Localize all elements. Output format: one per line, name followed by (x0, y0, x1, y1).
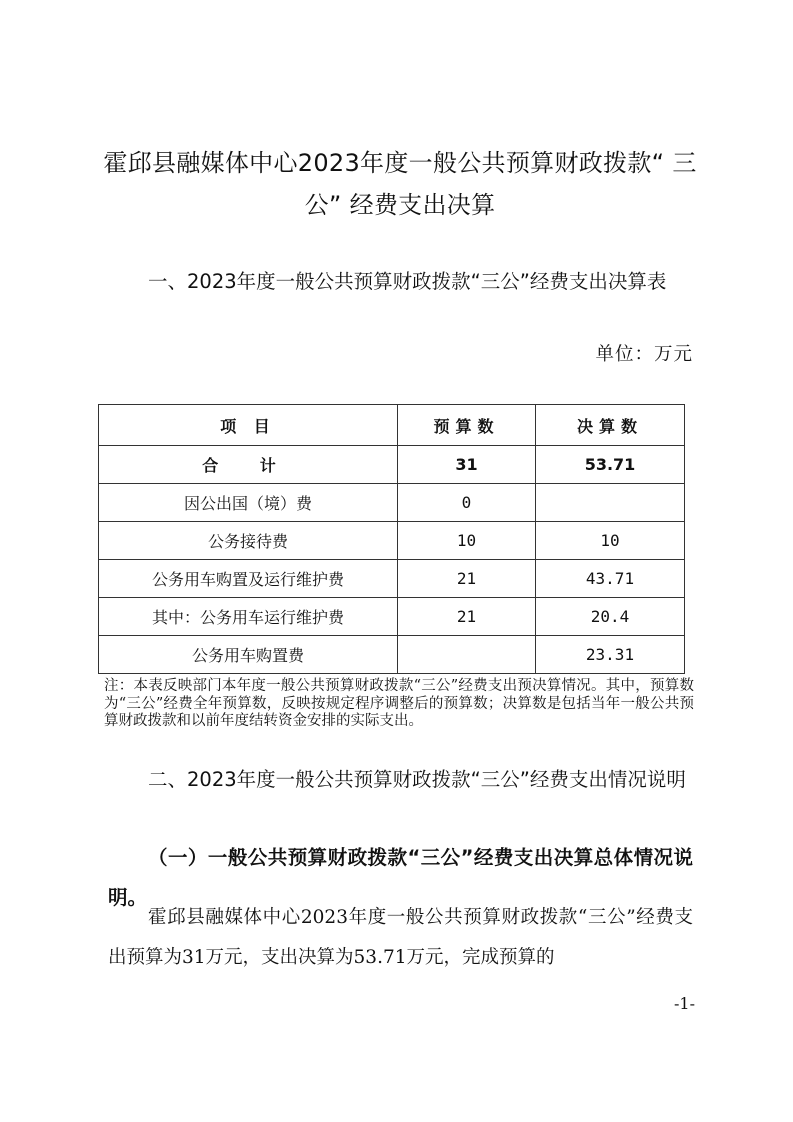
table-row (99, 598, 685, 636)
row-item: 公务用车购置及运行维护费 (99, 560, 398, 598)
table-note: 注：本表反映部门本年度一般公共预算财政拨款“三公”经费支出预决算情况。其中，预算数为“三公”经费全年预算数，反映按规定程序调整后的预算数；决算数是包括当年一般公共预算财政拨款和以前年度结转资金安排的实际支出。 (104, 678, 694, 729)
budget-table (98, 404, 685, 674)
section1-heading: 一、2023年度一般公共预算财政拨款“三公”经费支出决算表 (148, 270, 667, 293)
table-row (99, 560, 685, 598)
row-final: 20.4 (536, 598, 685, 636)
header-budget: 预算数 (398, 405, 536, 446)
row-final: 10 (536, 522, 685, 560)
row-budget: 10 (398, 522, 536, 560)
subsection1-heading: （一）一般公共预算财政拨款“三公”经费支出决算总体情况说明。 (108, 846, 693, 909)
paragraph-summary: 霍邱县融媒体中心2023年度一般公共预算财政拨款“三公”经费支出预算为31万元，支出决算为53.71万元，完成预算的 (108, 907, 693, 968)
table-row (99, 522, 685, 560)
row-budget: 21 (398, 598, 536, 636)
row-budget (398, 636, 536, 674)
page-number: -1- (674, 994, 695, 1013)
table-header-row (99, 405, 685, 446)
row-final: 43.71 (536, 560, 685, 598)
table-row-total (99, 446, 685, 484)
row-item: 公务接待费 (99, 522, 398, 560)
section2-heading: 二、2023年度一般公共预算财政拨款“三公”经费支出情况说明 (148, 768, 686, 791)
row-budget: 0 (398, 484, 536, 522)
row-item: 其中：公务用车运行维护费 (99, 598, 398, 636)
row-item: 因公出国（境）费 (99, 484, 398, 522)
table-row (99, 484, 685, 522)
row-item: 合 计 (99, 446, 398, 484)
row-final: 23.31 (536, 636, 685, 674)
row-final: 53.71 (536, 446, 685, 484)
row-budget: 31 (398, 446, 536, 484)
header-final: 决算数 (536, 405, 685, 446)
row-item: 公务用车购置费 (99, 636, 398, 674)
header-item: 项 目 (99, 405, 398, 446)
document-title: 霍邱县融媒体中心2023年度一般公共预算财政拨款“ 三公” 经费支出决算 (103, 149, 697, 219)
row-budget: 21 (398, 560, 536, 598)
table-row (99, 636, 685, 674)
unit-label: 单位：万元 (595, 344, 693, 365)
row-final (536, 484, 685, 522)
